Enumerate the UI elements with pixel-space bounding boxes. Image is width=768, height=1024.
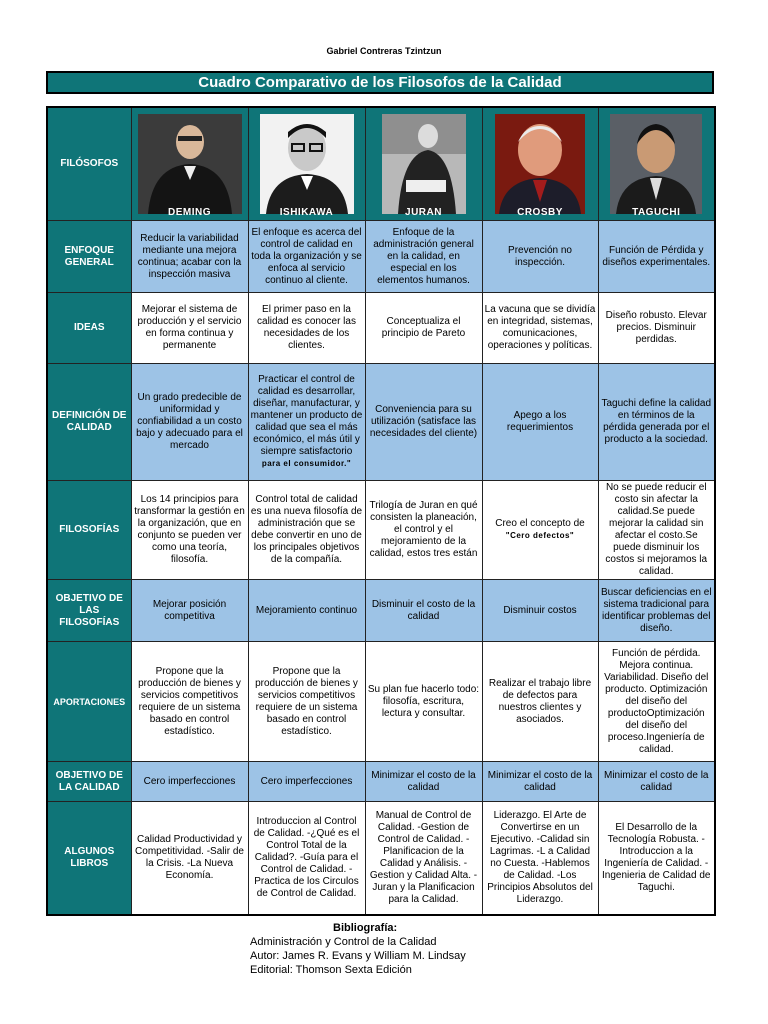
cell-enfoque-taguchi: Función de Pérdida y diseños experimentales. <box>598 221 715 293</box>
cell-objetivo-filosofias-crosby: Disminuir costos <box>482 580 598 642</box>
filosofias-crosby-text: Creo el concepto de <box>495 518 585 529</box>
cell-definicion-juran: Conveniencia para su utilización (satisface las necesidades del cliente) <box>365 364 482 481</box>
cell-libros-deming: Calidad Productividad y Competitividad. -Salir de la Crisis. -La Nueva Economía. <box>131 802 248 915</box>
cell-filosofias-ishikawa: Control total de calidad es una nueva filosofía de administración que se debe convertir en uno de los principales objetivos de la compañía. <box>248 481 365 580</box>
bibliography-title: Bibliografía: <box>333 922 398 934</box>
cell-objetivo-calidad-juran: Minimizar el costo de la calidad <box>365 762 482 802</box>
photo-cell-juran <box>365 107 482 221</box>
row-label-definicion: DEFINICIÓN DE CALIDAD <box>47 364 131 481</box>
cell-enfoque-deming: Reducir la variabilidad mediante una mejora continua; acabar con la inspección masiva <box>131 221 248 293</box>
row-label-ideas: IDEAS <box>47 293 131 364</box>
cell-definicion-ishikawa <box>248 364 365 481</box>
cell-ideas-juran: Conceptualiza el principio de Pareto <box>365 293 482 364</box>
photo-cell-crosby <box>482 107 598 221</box>
portrait-crosby-image <box>495 114 585 214</box>
cell-objetivo-calidad-crosby: Minimizar el costo de la calidad <box>482 762 598 802</box>
cell-objetivo-filosofias-taguchi: Buscar deficiencias en el sistema tradicional para identificar problemas del diseño. <box>598 580 715 642</box>
row-filosofias <box>47 481 715 580</box>
bibliography-authors: Autor: James R. Evans y William M. Lindsay <box>250 950 466 962</box>
page-title: Cuadro Comparativo de los Filosofos de la Calidad <box>46 71 714 94</box>
cell-objetivo-filosofias-ishikawa: Mejoramiento continuo <box>248 580 365 642</box>
row-objetivo-calidad <box>47 762 715 802</box>
photo-cell-taguchi <box>598 107 715 221</box>
bibliography <box>250 921 550 977</box>
cell-definicion-crosby: Apego a los requerimientos <box>482 364 598 481</box>
cell-libros-juran: Manual de Control de Calidad. -Gestion de Control de Calidad. -Planificacion de la Calidad y Análisis. -Gestion y Calidad Alta. -Juran y la Planificacion para la Calidad. <box>365 802 482 915</box>
row-label-objetivo-calidad: OBJETIVO DE LA CALIDAD <box>47 762 131 802</box>
author-name: Gabriel Contreras Tzintzun <box>326 46 442 56</box>
cell-libros-taguchi: El Desarrollo de la Tecnología Robusta. -Introduccion a la Ingeniería de Calidad. -Ingenieria de Calidad de Taguchi. <box>598 802 715 915</box>
cell-libros-crosby: Liderazgo. El Arte de Convertirse en un Ejecutivo. -Calidad sin Lagrimas. -L a Calidad no Cuesta. -Hablemos de Calidad. -Los Principios Absolutos del Liderazgo. <box>482 802 598 915</box>
cell-aportaciones-ishikawa: Propone que la producción de bienes y servicios competitivos requiere de un sistema basado en control estadístico. <box>248 642 365 762</box>
cell-filosofias-taguchi: No se puede reducir el costo sin afectar la calidad.Se puede mejorar la calidad sin afectar el costo.Se puede disminuir los costos si mejoramos la calidad. <box>598 481 715 580</box>
portrait-ishikawa-image <box>260 114 354 214</box>
row-label-libros: ALGUNOS LIBROS <box>47 802 131 915</box>
cell-enfoque-crosby: Prevención no inspección. <box>482 221 598 293</box>
cell-objetivo-filosofias-juran: Disminuir el costo de la calidad <box>365 580 482 642</box>
philosopher-name: ISHIKAWA <box>279 207 334 218</box>
filosofias-crosby-note: "Cero defectos" <box>505 531 575 540</box>
cell-ideas-deming: Mejorar el sistema de producción y el servicio en forma continua y permanente <box>131 293 248 364</box>
row-label-aportaciones: APORTACIONES <box>47 642 131 762</box>
bibliography-publisher: Editorial: Thomson Sexta Edición <box>250 964 412 976</box>
cell-objetivo-calidad-ishikawa: Cero imperfecciones <box>248 762 365 802</box>
comparison-table <box>46 106 716 916</box>
cell-objetivo-calidad-deming: Cero imperfecciones <box>131 762 248 802</box>
philosopher-name: JURAN <box>405 207 442 218</box>
cell-definicion-deming: Un grado predecible de uniformidad y confiabilidad a un costo bajo y adecuado para el mercado <box>131 364 248 481</box>
cell-aportaciones-taguchi: Función de pérdida. Mejora continua. Variabilidad. Diseño del producto. Optimización del diseño del productoOptimización del diseño del proceso.Ingeniería de calidad. <box>598 642 715 762</box>
photo-cell-deming <box>131 107 248 221</box>
row-enfoque <box>47 221 715 293</box>
cell-enfoque-juran: Enfoque de la administración general en la calidad, en especial en los elementos humanos. <box>365 221 482 293</box>
row-philosophers <box>47 107 715 221</box>
cell-ideas-ishikawa: El primer paso en la calidad es conocer las necesidades de los clientes. <box>248 293 365 364</box>
row-label-filosofos: FILÓSOFOS <box>47 107 131 221</box>
cell-filosofias-crosby <box>482 481 598 580</box>
row-definicion <box>47 364 715 481</box>
cell-aportaciones-crosby: Realizar el trabajo libre de defectos para nuestros clientes y asociados. <box>482 642 598 762</box>
photo-cell-ishikawa <box>248 107 365 221</box>
cell-aportaciones-deming: Propone que la producción de bienes y servicios competitivos requiere de un sistema basado en control estadístico. <box>131 642 248 762</box>
cell-objetivo-calidad-taguchi: Minimizar el costo de la calidad <box>598 762 715 802</box>
portrait-juran-image <box>382 114 466 214</box>
row-label-enfoque: ENFOQUE GENERAL <box>47 221 131 293</box>
portrait-deming-image <box>138 114 242 214</box>
cell-aportaciones-juran: Su plan fue hacerlo todo: filosofía, escritura, lectura y consultar. <box>365 642 482 762</box>
cell-definicion-taguchi: Taguchi define la calidad en términos de la pérdida generada por el producto a la sociedad. <box>598 364 715 481</box>
cell-filosofias-deming: Los 14 principios para transformar la gestión en la organización, que en conjunto se pueden ver como una teoría, filosofía. <box>131 481 248 580</box>
cell-filosofias-juran: Trilogía de Juran en qué consisten la planeación, el control y el mejoramiento de la calidad, estos tres están <box>365 481 482 580</box>
row-objetivo-filosofias <box>47 580 715 642</box>
cell-enfoque-ishikawa: El enfoque es acerca del control de calidad en toda la organización y se enfoca al servicio continuo al cliente. <box>248 221 365 293</box>
philosopher-name: TAGUCHI <box>632 207 681 218</box>
portrait-taguchi-image <box>610 114 702 214</box>
row-libros <box>47 802 715 915</box>
row-label-objetivo-filosofias: OBJETIVO DE LAS FILOSOFÍAS <box>47 580 131 642</box>
definicion-ishikawa-text: Practicar el control de calidad es desarrollar, diseñar, manufacturar, y mantener un producto de calidad que sea el más económico, el más útil y siempre satisfactorio <box>250 374 363 457</box>
cell-objetivo-filosofias-deming: Mejorar posición competitiva <box>131 580 248 642</box>
philosopher-name: CROSBY <box>517 207 563 218</box>
row-aportaciones <box>47 642 715 762</box>
cell-ideas-crosby: La vacuna que se dividía en integridad, sistemas, comunicaciones, operaciones y políticas. <box>482 293 598 364</box>
bibliography-book: Administración y Control de la Calidad <box>250 936 437 948</box>
cell-libros-ishikawa: Introduccion al Control de Calidad. -¿Qué es el Control Total de la Calidad?. -Guía para el Control de Calidad. -Practica de los Circulos de Control de Calidad. <box>248 802 365 915</box>
cell-ideas-taguchi: Diseño robusto. Elevar precios. Disminuir perdidas. <box>598 293 715 364</box>
philosopher-name: DEMING <box>168 207 211 218</box>
row-label-filosofias: FILOSOFÍAS <box>47 481 131 580</box>
definicion-ishikawa-note: para el consumidor." <box>261 459 352 468</box>
row-ideas <box>47 293 715 364</box>
